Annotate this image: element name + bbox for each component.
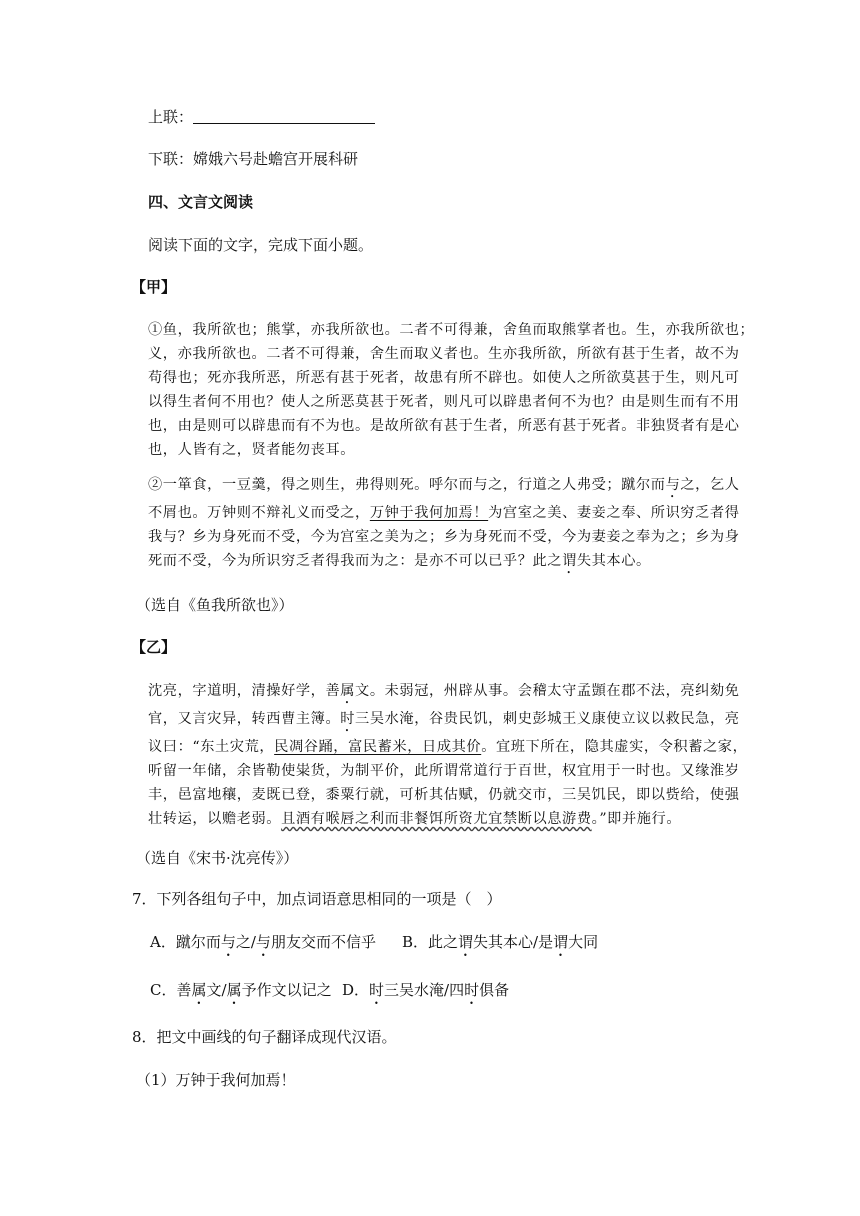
jia-paragraph-2: [148, 473, 740, 577]
dotted-word: 时: [369, 981, 385, 999]
upper-couplet-blank[interactable]: [193, 109, 375, 124]
lower-couplet-text: 嫦娥六号赴蟾宫开展科研: [193, 150, 359, 168]
option-text: B．此之: [402, 933, 459, 951]
text-run: 三吴水淹，谷贵民饥，刺史彭城王义康使立议以救民急，亮: [355, 711, 740, 727]
dotted-word: 与: [255, 933, 271, 951]
text-run: 壮转运，以赡老弱。: [148, 811, 282, 827]
text-line: [148, 501, 740, 525]
dotted-word: 谓: [562, 553, 577, 569]
question-7-stem: 7．下列各组句子中，加点词语意思相同的一项是（ ）: [132, 890, 502, 908]
underlined-sentence: 民凋谷踊，富民蓄米，日成其价: [274, 739, 482, 755]
text-run: 失其本心。: [576, 553, 651, 569]
text-line: 以得生者何不用也？使人之所恶莫甚于死者，则凡可以辟患者何不为也？由是则生而有不用: [148, 394, 740, 410]
text-line: 义，亦我所欲也。二者不可得兼，舍生而取义者也。生亦我所欲，所欲有甚于生者，故不为: [148, 346, 740, 362]
dotted-word: 属: [340, 683, 356, 699]
upper-couplet-label: 上联：: [148, 108, 194, 126]
dotted-word: 时: [464, 981, 480, 999]
text-line: [148, 679, 740, 707]
option-text: 之/: [235, 933, 256, 951]
text-line: 丰，邑富地穰，麦既已登，黍粟行就，可析其估赋，仍就交市，三吴饥民，即以赀给，使强: [148, 787, 740, 803]
option-text: 失其本心/是: [473, 933, 554, 951]
text-run: 官，又言灾异，转西曹主簿。: [148, 711, 341, 727]
question-8-stem: 8．把文中画线的句子翻译成现代汉语。: [132, 1028, 397, 1046]
dotted-word: 与: [220, 933, 236, 951]
option-text: 朋友交而不信乎: [270, 933, 376, 951]
text-line: 我与？乡为身死而不受，今为宫室之美为之；乡为身死而不受，今为妻妾之奉为之；乡为身: [148, 529, 740, 545]
dotted-word: 属: [226, 981, 242, 999]
text-run: 。”即并施行。: [591, 811, 682, 827]
text-line: 听留一年储，余皆勒使粜货，为制平价，此所谓常道行于百世，权宜用于一时也。又缘淮岁: [148, 763, 740, 779]
text-run: 之，乞人: [680, 477, 740, 493]
yi-tag: 【乙】: [131, 638, 177, 656]
yi-paragraph: [148, 679, 748, 831]
text-run: 。宜班下所在，隐其虚实，令积蓄之家，: [481, 739, 748, 755]
underlined-sentence: 万钟于我何加焉！: [369, 505, 489, 521]
dotted-word: 属: [191, 981, 207, 999]
option-text: 予作文以记之: [241, 981, 332, 999]
option-d[interactable]: [342, 980, 509, 1008]
wavy-underlined-sentence: 且酒有喉唇之利而非餐饵所资尤宜禁断以息游费: [281, 811, 592, 827]
section-instruction: 阅读下面的文字，完成下面小题。: [148, 236, 374, 254]
text-run: 沈亮，字道明，清操好学，善: [148, 683, 341, 699]
text-line: [148, 807, 728, 831]
question-8-sub-1: （1）万钟于我何加焉！: [136, 1071, 296, 1089]
lower-couplet-line: [148, 149, 358, 169]
lower-couplet-label: 下联：: [148, 150, 194, 168]
jia-paragraph-1: [148, 318, 755, 462]
option-c[interactable]: [150, 980, 332, 1008]
option-text: A．蹴尔而: [150, 933, 221, 951]
option-text: D．: [342, 981, 370, 999]
text-line: ①鱼，我所欲也；熊掌，亦我所欲也。二者不可得兼，舍鱼而取熊掌者也。生，亦我所欲也；: [148, 322, 755, 338]
upper-couplet-line: [148, 107, 375, 127]
text-line: [148, 707, 740, 735]
dotted-word: 时: [340, 711, 356, 727]
text-line: [148, 549, 728, 577]
option-text: 文/: [206, 981, 227, 999]
text-line: 也，由是则可以辟患而有不为也。是故所欲有甚于生者，所恶有甚于死者。非独贤者有是心: [148, 418, 740, 434]
option-text: 大同: [568, 933, 599, 951]
text-line: 苟得也；死亦我所恶，所恶有甚于死者，故患有所不辟也。如使人之所欲莫甚于生，则凡可: [148, 370, 740, 386]
text-run: 不屑也。万钟则不辩礼义而受之，: [148, 505, 370, 521]
text-run: 文。未弱冠，州辟从事。会稽太守孟顗在郡不法，亮纠劾免: [355, 683, 740, 699]
text-line: [148, 473, 740, 501]
dotted-word: 谓: [553, 933, 569, 951]
text-run: 为宫室之美、妻妾之奉、所识穷乏者得: [488, 505, 740, 521]
dotted-word: 与: [665, 477, 681, 493]
option-text: 俱备: [479, 981, 510, 999]
jia-tag: 【甲】: [131, 278, 177, 296]
text-line: 也，人皆有之，贤者能勿丧耳。: [148, 442, 356, 458]
option-a[interactable]: [150, 932, 376, 960]
option-text: C．善: [150, 981, 192, 999]
text-run: 议曰：“东土灾荒，: [148, 739, 275, 755]
yi-source: （选自《宋书·沈亮传》）: [136, 849, 299, 867]
text-line: [148, 735, 748, 759]
jia-source: （选自《鱼我所欲也》）: [136, 596, 294, 614]
dotted-word: 谓: [458, 933, 474, 951]
option-b[interactable]: [402, 932, 598, 960]
text-run: ②一箪食，一豆羹，得之则生，弗得则死。呼尔而与之，行道之人弗受；蹴尔而: [148, 477, 666, 493]
option-text: 三吴水淹/四: [384, 981, 465, 999]
section-title: 四、文言文阅读: [148, 193, 254, 211]
text-run: 死而不受，今为所识穷乏者得我而为之：是亦不可以已乎？此之: [148, 553, 563, 569]
